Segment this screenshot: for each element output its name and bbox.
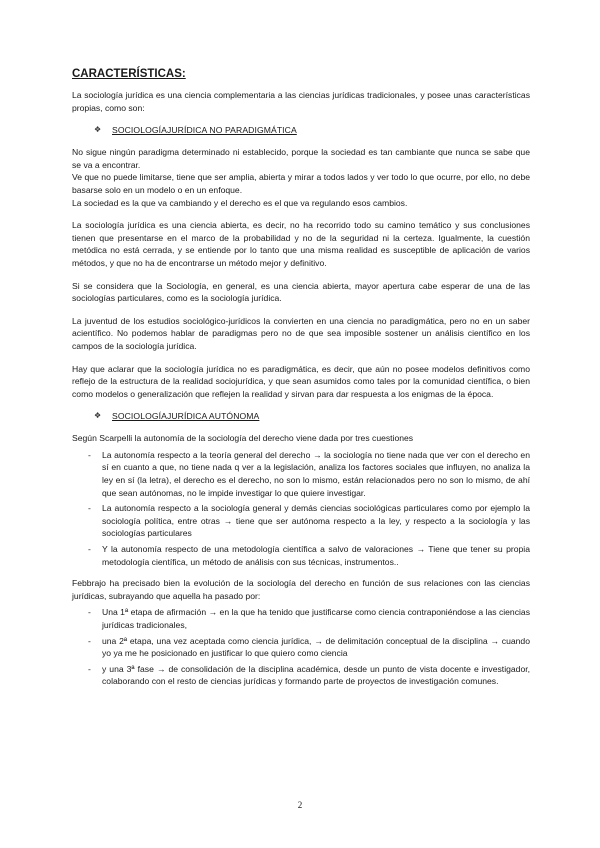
list-item: [72, 663, 530, 688]
list-item-text: La autonomía respecto a la teoría general del derecho → la sociología no tiene nada que ver con el derecho en sí en cuanto a que, no tiene nada q ver a la legislación, analiza los factores sociales que influyen, no analiza la ley en sí (la letra), el derecho es el derecho, no son lo mismo, están relacionados pero no son lo mismo, de ahí que sean autónomas, no le impide investigar lo que quiere investigar.: [102, 449, 530, 498]
section1-line-1: No sigue ningún paradigma determinado ni establecido, porque la sociedad es tan cambiante que nunca se sabe que se va a encontrar.: [72, 147, 530, 170]
dash-bullet: -: [88, 503, 91, 514]
section1-title: SOCIOLOGÍAJURÍDICA NO PARADIGMÁTICA: [112, 125, 297, 136]
list-item-text: Y la autonomía respecto de una metodología científica a salvo de valoraciones → Tiene que tener su propia metodología científica, un método de análisis con sus técnicas, instrumentos..: [102, 544, 530, 567]
diamond-bullet-icon: ❖: [94, 125, 102, 135]
list-item-text: Una 1ª etapa de afirmación → en la que ha tenido que justificarse como ciencia contraponiéndose a las ciencias jurídicas tradicionales,: [102, 607, 530, 630]
section2-paragraph-2: Febbrajo ha precisado bien la evolución de la sociología del derecho en función de sus relaciones con las ciencias jurídicas, subrayando que aquella ha pasado por:: [72, 578, 530, 601]
section1-line-2: Ve que no puede limitarse, tiene que ser amplia, abierta y mirar a todos lados y ver todo lo que ocurre, por ello, no debe basarse solo en un modelo o en un enfoque.: [72, 172, 530, 195]
list-item: [72, 635, 530, 660]
dash-bullet: -: [88, 607, 91, 618]
section1-paragraph-2: La sociología jurídica es una ciencia abierta, es decir, no ha recorrido todo su camino temático y sus conclusiones tienen que presentarse en el marco de la probabilidad y no de la seguridad ni la certeza. Igualmente, la cuestión metódica no está cerrada, y se entiende por lo tanto que una misma realidad es susceptible de aplicación de varios métodos, y que no ha de encontrarse un método mejor y definitivo.: [72, 220, 530, 268]
section1-heading: [94, 124, 530, 136]
list-item-text: y una 3ª fase → de consolidación de la disciplina académica, desde un punto de vista docente e investigador, colaborando con el resto de ciencias jurídicas y formando parte de proyectos de investigación comunes.: [102, 663, 530, 687]
list-item: [72, 502, 530, 540]
list-item: [72, 543, 530, 568]
main-heading: [72, 68, 530, 80]
section2-title: SOCIOLOGÍAJURÍDICA AUTÓNOMA: [112, 411, 260, 422]
autonomy-list: [72, 449, 530, 568]
intro-paragraph: La sociología jurídica es una ciencia complementaria a las ciencias jurídicas tradicionales, y posee unas características propias, como son:: [72, 90, 530, 113]
list-item: [72, 449, 530, 499]
main-heading-text: CARACTERÍSTICAS:: [72, 68, 186, 80]
dash-bullet: -: [88, 635, 91, 646]
page-number: 2: [297, 800, 303, 810]
list-item: [72, 606, 530, 631]
section1-line-3: La sociedad es la que va cambiando y el derecho es el que va regulando esos cambios.: [72, 197, 408, 208]
section1-paragraph-5: Hay que aclarar que la sociología jurídica no es paradigmática, es decir, que aún no posee modelos definitivos como reflejo de la estructura de la realidad sociojurídica, y que sean asumidos como tales por la comunidad científica, o bien como modelos o generalización que reflejen la realidad y sirvan para dar respuesta a los enigmas de la época.: [72, 363, 530, 399]
list-item-text: una 2ª etapa, una vez aceptada como ciencia jurídica, → de delimitación conceptual de la disciplina → cuando yo ya me he posicionado en justificar lo que quiero como ciencia: [102, 635, 530, 659]
section2-heading: [94, 410, 530, 422]
section1-paragraph-4: La juventud de los estudios sociológico-jurídicos la convierten en una ciencia no paradigmática, pero no en un saber acientífico. No podemos hablar de paradigmas pero no de que sea imposible sostener un análisis científico en los campos de la sociología jurídica.: [72, 315, 530, 351]
list-item-text: La autonomía respecto a la sociología general y demás ciencias sociológicas particulares como por ejemplo la sociología política, entre otras → tiene que ser autónoma respecto a la ley, y respecto a la sociología y las sociologías particulares: [102, 503, 530, 539]
dash-bullet: -: [88, 663, 91, 674]
dash-bullet: -: [88, 449, 91, 460]
document-page: [72, 68, 530, 697]
dash-bullet: -: [88, 544, 91, 555]
section2-intro: Según Scarpelli la autonomía de la sociología del derecho viene dada por tres cuestiones: [72, 433, 414, 444]
stages-list: [72, 606, 530, 688]
section1-paragraph-3: Si se considera que la Sociología, en general, es una ciencia abierta, mayor apertura cabe esperar de una de las sociologías particulares, como es la sociología jurídica.: [72, 280, 530, 304]
diamond-bullet-icon: ❖: [94, 411, 102, 421]
